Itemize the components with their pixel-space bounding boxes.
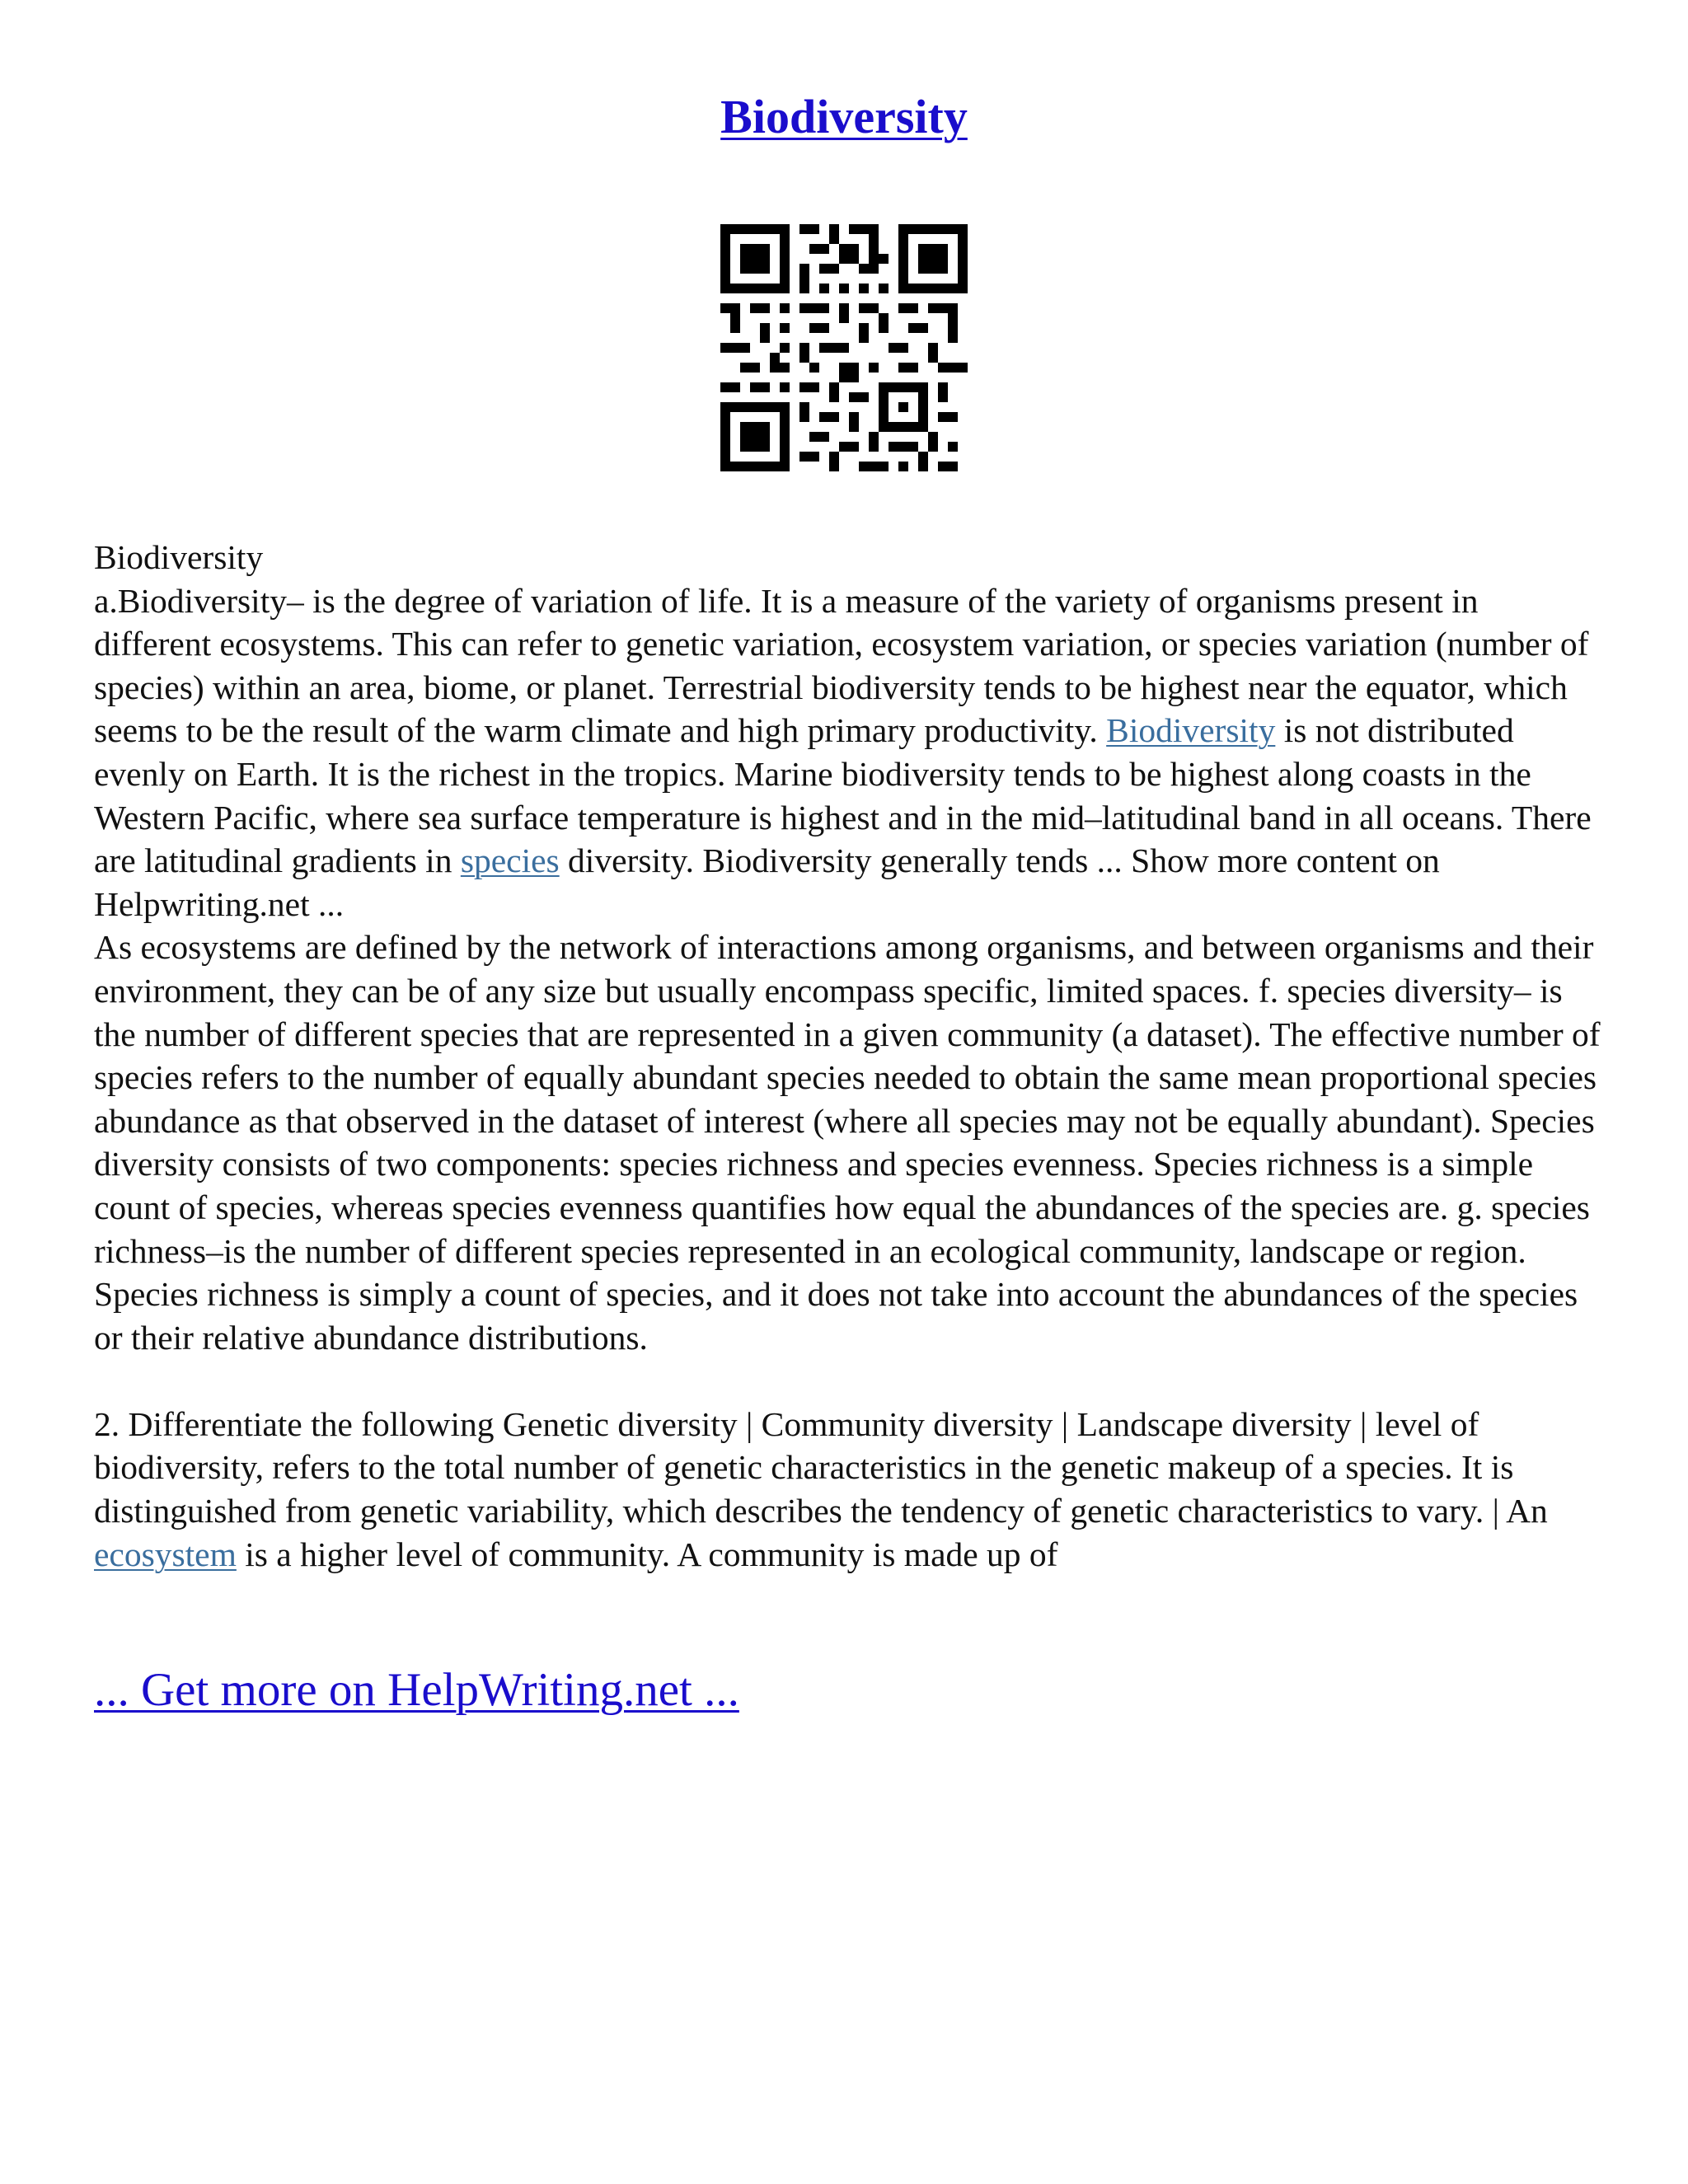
paragraph-1-part-1: a.Biodiversity– is the degree of variation of life. It is a measure of the variety of organisms present in different ecosystems. This can refer to genetic variation, ecosystem variation, or species variation (number of species) within an area, biome, or planet. Terrestrial biodiversity tends to be highest near the equator, which seems to be the result of the warm climate and high primary productivity. xyxy=(94,581,1589,750)
title-container xyxy=(0,89,1688,144)
paragraph-1-part-2: is not distributed evenly on Earth. It is the richest in the tropics. Marine biodiversity tends to be highest along coasts in the Western Pacific, where sea surface temperature is highest and in the mid–latitudinal band in all oceans. There are latitudinal gradients in xyxy=(94,711,1592,880)
title-link[interactable]: Biodiversity xyxy=(720,90,968,143)
paragraph-3-part-2: is a higher level of community. A community is made up of xyxy=(236,1535,1058,1573)
more-link-container xyxy=(94,1663,1602,1717)
paragraph-2: As ecosystems are defined by the network of interactions among organisms, and between organisms and their environment, they can be of any size but usually encompass specific, limited spaces. f. species diversity– is the number of different species that are represented in a given community (a dataset). The effective number of species refers to the number of equally abundant species needed to obtain the same mean proportional species abundance as that observed in the dataset of interest (where all species may not be equally abundant). Species diversity consists of two components: species richness and species evenness. Species richness is a simple count of species, whereas species evenness quantifies how equal the abundances of the species are. g. species richness–is the number of different species represented in an ecological community, landscape or region. Species richness is simply a count of species, and it does not take into account the abundances of the species or their relative abundance distributions. xyxy=(94,928,1601,1357)
paragraph-1-part-3: diversity. Biodiversity generally tends ... Show more content on Helpwriting.net ... xyxy=(94,841,1440,923)
biodiversity-link[interactable]: Biodiversity xyxy=(1106,711,1276,750)
section-heading: Biodiversity xyxy=(94,538,264,576)
get-more-link[interactable]: ... Get more on HelpWriting.net ... xyxy=(94,1664,739,1716)
paragraph-3-part-1: 2. Differentiate the following Genetic diversity | Community diversity | Landscape diversity | level of biodiversity, refers to the total number of genetic characteristics in the genetic makeup of a species. It is distinguished from genetic variability, which describes the tendency of genetic characteristics to vary. | An xyxy=(94,1404,1548,1530)
ecosystem-link[interactable]: ecosystem xyxy=(94,1535,237,1573)
qr-code-graphic xyxy=(720,224,968,471)
paragraph-1 xyxy=(94,579,1602,926)
species-link[interactable]: species xyxy=(460,841,560,880)
paragraph-spacer xyxy=(94,1359,1602,1403)
qr-code-icon xyxy=(720,224,968,471)
paragraph-3 xyxy=(94,1403,1602,1576)
body-text xyxy=(94,536,1602,1576)
